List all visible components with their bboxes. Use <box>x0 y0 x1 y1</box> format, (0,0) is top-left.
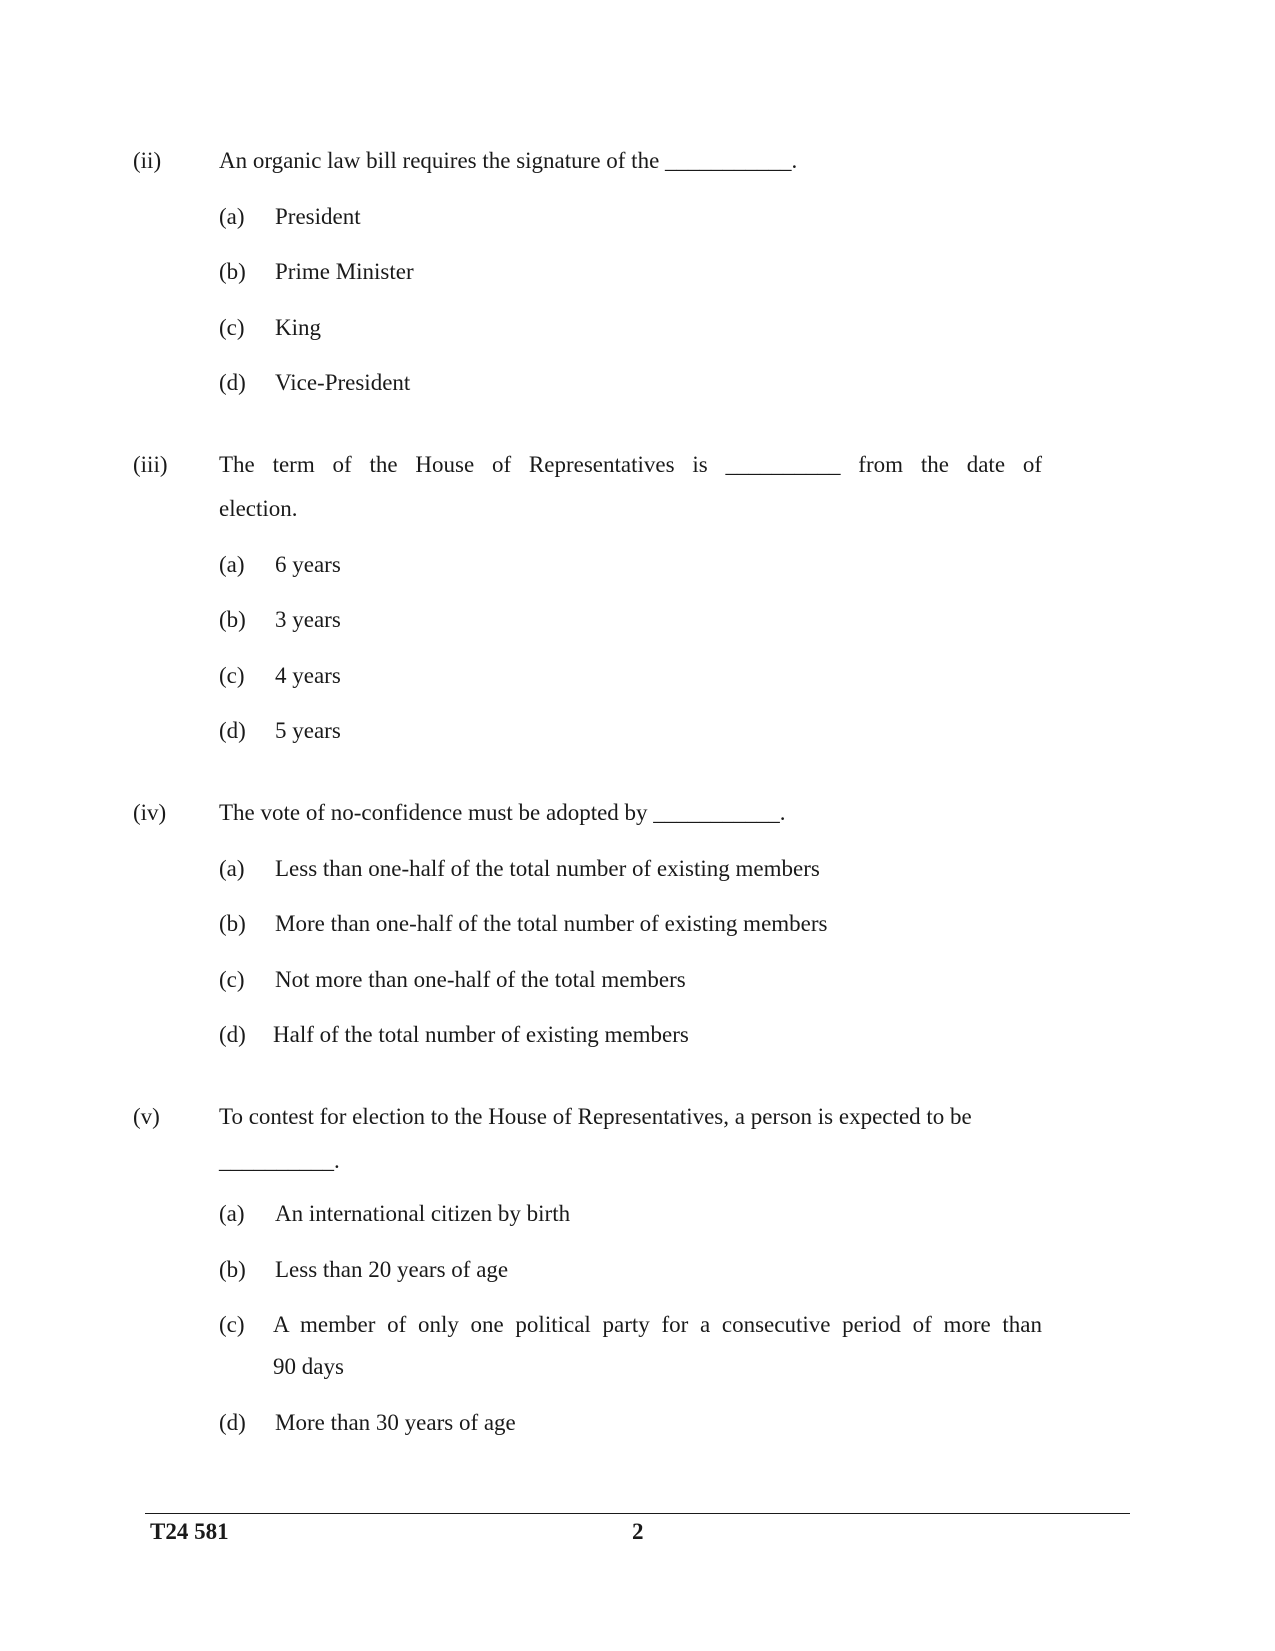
option-text: Vice-President <box>275 370 411 395</box>
option-letter: (c) <box>219 967 245 992</box>
question-text-line-2: __________. <box>219 1148 340 1173</box>
question-number: (ii) <box>133 148 162 173</box>
question-number: (iv) <box>133 800 167 825</box>
page-number: 2 <box>632 1519 644 1544</box>
option-text: 6 years <box>275 552 341 577</box>
option-letter: (c) <box>219 663 245 688</box>
option-letter: (a) <box>219 1201 245 1226</box>
option-text: 5 years <box>275 718 341 743</box>
footer-divider <box>145 1513 1130 1514</box>
option-letter: (b) <box>219 911 246 936</box>
option-text: Prime Minister <box>275 259 414 284</box>
question-number: (v) <box>133 1104 160 1129</box>
question-text: The vote of no-confidence must be adopted by ___________. <box>219 800 786 825</box>
option-text: Less than one-half of the total number of existing members <box>275 856 820 881</box>
option-text-line-2: 90 days <box>273 1354 344 1379</box>
question-text-line-1: The term of the House of Representatives is __________ from the date of <box>219 452 1042 477</box>
option-text: 3 years <box>275 607 341 632</box>
option-letter: (c) <box>219 315 245 340</box>
option-text: Half of the total number of existing members <box>273 1022 689 1047</box>
question-text-line-1: To contest for election to the House of Representatives, a person is expected to be <box>219 1104 972 1129</box>
question-text-line-2: election. <box>219 496 298 521</box>
option-letter: (a) <box>219 204 245 229</box>
option-text-line-1: A member of only one political party for a consecutive period of more than <box>273 1312 1042 1337</box>
exam-code: T24 581 <box>150 1519 229 1544</box>
option-text: More than one-half of the total number of existing members <box>275 911 828 936</box>
option-text: 4 years <box>275 663 341 688</box>
option-letter: (d) <box>219 370 246 395</box>
option-letter: (d) <box>219 1022 246 1047</box>
option-text: Less than 20 years of age <box>275 1257 509 1282</box>
option-text: More than 30 years of age <box>275 1410 516 1435</box>
option-letter: (b) <box>219 1257 246 1282</box>
option-text: King <box>275 315 321 340</box>
question-text: An organic law bill requires the signature of the ___________. <box>219 148 798 173</box>
option-letter: (a) <box>219 552 245 577</box>
option-letter: (b) <box>219 607 246 632</box>
option-text: President <box>275 204 361 229</box>
option-letter: (c) <box>219 1312 245 1337</box>
option-letter: (a) <box>219 856 245 881</box>
question-number: (iii) <box>133 452 168 477</box>
option-text: An international citizen by birth <box>275 1201 571 1226</box>
option-letter: (d) <box>219 1410 246 1435</box>
option-letter: (b) <box>219 259 246 284</box>
option-text: Not more than one-half of the total members <box>275 967 686 992</box>
option-letter: (d) <box>219 718 246 743</box>
